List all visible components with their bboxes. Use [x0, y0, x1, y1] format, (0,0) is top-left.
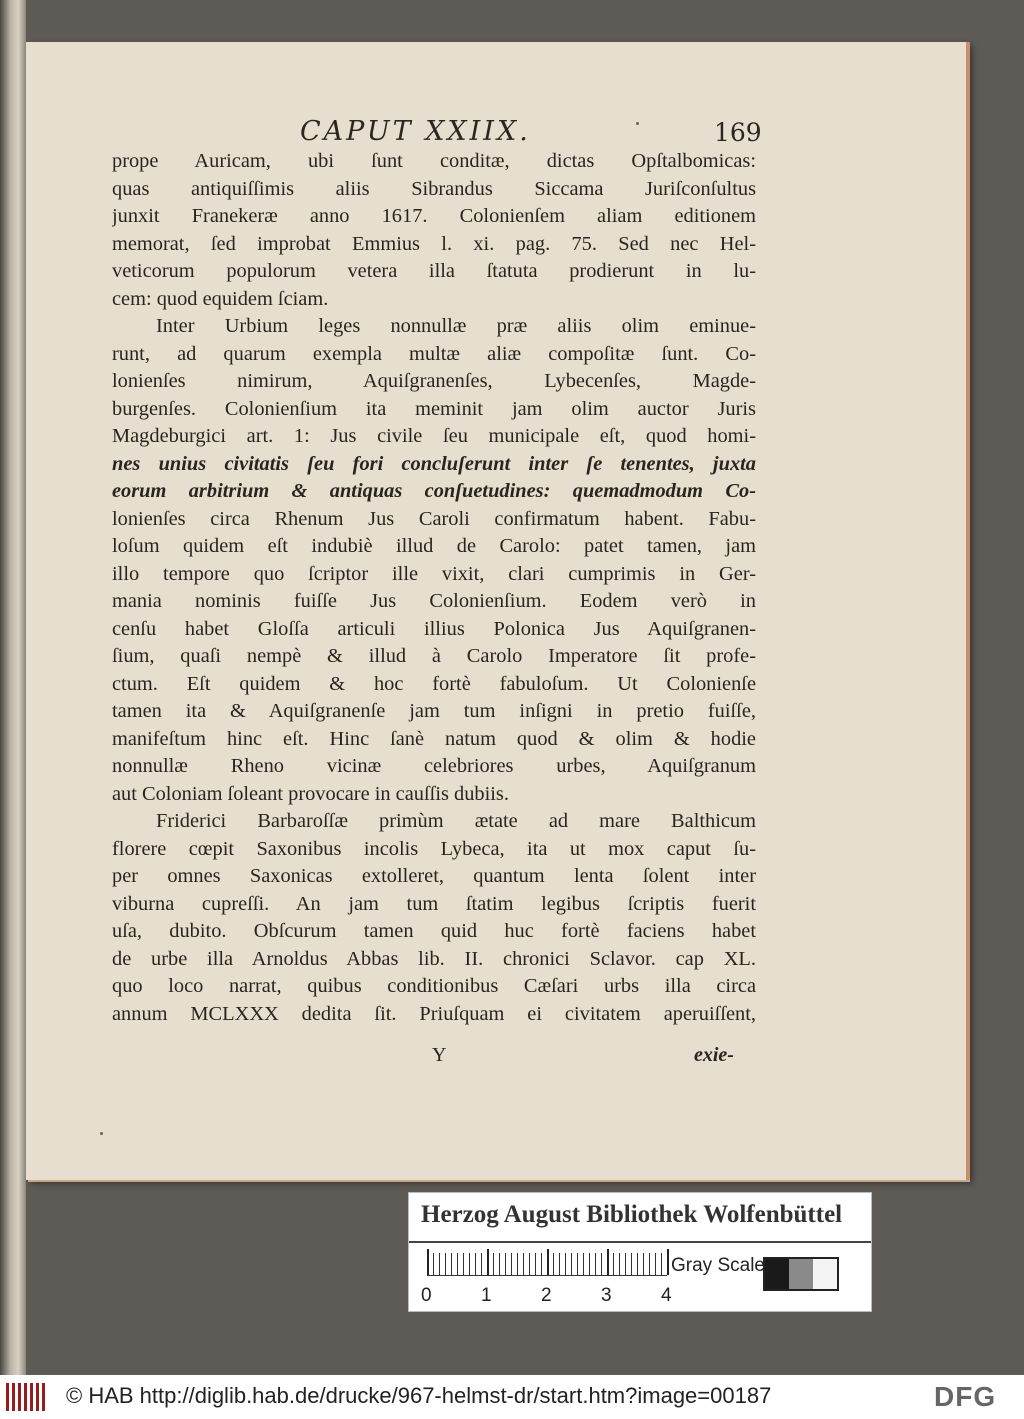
scale-number: 4 [661, 1285, 672, 1306]
library-name: Herzog August Bibliothek Wolfenbüttel [421, 1201, 843, 1228]
paper-speck [636, 122, 639, 125]
text-line: cem: quod equidem ſciam. [112, 287, 329, 310]
footer-credit: © HAB http://diglib.hab.de/drucke/967-helmst-dr/start.htm?image=00187 [66, 1383, 772, 1408]
gray-scale-swatch [763, 1257, 839, 1291]
barcode-icon [6, 1383, 46, 1411]
page-body-text [112, 148, 756, 1028]
text-line: quo loco narrat, quibus conditionibus Cæſari urbs illa circa [112, 975, 756, 997]
footer-bar [0, 1375, 1024, 1419]
text-line: runt, ad quarum exempla multæ aliæ compoſitæ ſunt. Co- [112, 342, 756, 365]
signature-mark: Y [432, 1044, 447, 1066]
catchword: exie- [694, 1044, 734, 1066]
scale-number: 0 [421, 1285, 432, 1306]
scale-ruler-major-ticks [427, 1249, 671, 1275]
text-line: de urbe illa Arnoldus Abbas lib. II. chronici Sclavor. cap XL. [112, 947, 756, 970]
text-line: florere cœpit Saxonibus incolis Lybeca, ita ut mox caput ſu- [112, 837, 756, 860]
page-edge [966, 42, 970, 1180]
text-line: annum MCLXXX dedita ſit. Priuſquam ei civitatem aperuiſſent, [112, 1002, 756, 1025]
text-line-italic: nes unius civitatis ſeu fori concluſerunt inter ſe tenentes, juxta [112, 452, 756, 475]
text-line: prope Auricam, ubi ſunt conditæ, dictas Opſtalbomicas: [112, 150, 756, 172]
text-line: veticorum populorum vetera illa ſtatuta prodierunt in lu- [112, 260, 756, 282]
label-divider [409, 1241, 871, 1243]
gray-scale-label: Gray Scale [671, 1255, 765, 1276]
gray-patch-light [813, 1259, 837, 1289]
text-line: viburna cupreſſi. An jam tum ſtatim legibus ſcriptis fuerit [112, 892, 756, 915]
scale-number: 2 [541, 1285, 552, 1306]
hab-color-target-label [408, 1192, 872, 1312]
gray-patch-dark [765, 1259, 789, 1289]
book-spine-edge [0, 0, 26, 1375]
text-line: lonienſes nimirum, Aquiſgranenſes, Lybecenſes, Magde- [112, 370, 756, 392]
dfg-logo: DFG [934, 1381, 997, 1412]
running-head: CAPUT XXIIX. [300, 116, 531, 147]
page-number: 169 [714, 118, 762, 147]
text-line: ſium, quaſi nempè & illud à Carolo Imperatore ſit profe- [112, 645, 756, 667]
text-line: mania nominis fuiſſe Jus Colonienſium. Eodem verò in [112, 590, 756, 612]
text-line: quas antiquiſſimis aliis Sibrandus Siccama Juriſconſultus [112, 177, 756, 200]
text-line: nonnullæ Rheno vicinæ celebriores urbes, Aquiſgranum [112, 755, 756, 777]
text-line: memorat, ſed improbat Emmius l. xi. pag. 75. Sed nec Hel- [112, 232, 756, 255]
text-line: loſum quidem eſt indubiè illud de Carolo: patet tamen, jam [112, 535, 756, 557]
text-line: Friderici Barbaroſſæ primùm ætate ad mare Balthicum [156, 810, 756, 832]
text-line: junxit Franekeræ anno 1617. Colonienſem aliam editionem [112, 205, 756, 227]
text-line: per omnes Saxonicas extolleret, quantum lenta ſolent inter [112, 865, 756, 887]
text-line: aut Coloniam ſoleant provocare in cauſſis dubiis. [112, 782, 509, 805]
scale-number: 1 [481, 1285, 492, 1306]
text-line: illo tempore quo ſcriptor ille vixit, clari cumprimis in Ger- [112, 562, 756, 585]
text-line: burgenſes. Colonienſium ita meminit jam olim auctor Juris [112, 397, 756, 420]
text-line: lonienſes circa Rhenum Jus Caroli confirmatum habent. Fabu- [112, 507, 756, 530]
paper-speck [100, 1132, 103, 1135]
scale-number: 3 [601, 1285, 612, 1306]
text-line: Magdeburgici art. 1: Jus civile ſeu municipale eſt, quod homi- [112, 425, 756, 447]
text-line-italic: eorum arbitrium & antiquas conſuetudines: quemadmodum Co- [112, 480, 756, 502]
text-line: ctum. Eſt quidem & hoc fortè fabuloſum. Ut Colonienſe [112, 672, 756, 695]
text-line: cenſu habet Gloſſa articuli illius Polonica Jus Aquiſgranen- [112, 617, 756, 640]
text-line: Inter Urbium leges nonnullæ præ aliis olim eminue- [156, 315, 756, 337]
text-line: uſa, dubito. Obſcurum tamen quid huc fortè faciens habet [112, 920, 756, 942]
gray-patch-mid [789, 1259, 813, 1289]
text-line: tamen ita & Aquiſgranenſe jam tum inſigni in pretio fuiſſe, [112, 700, 756, 722]
text-line: manifeſtum hinc eſt. Hinc ſanè natum quod & olim & hodie [112, 727, 756, 750]
